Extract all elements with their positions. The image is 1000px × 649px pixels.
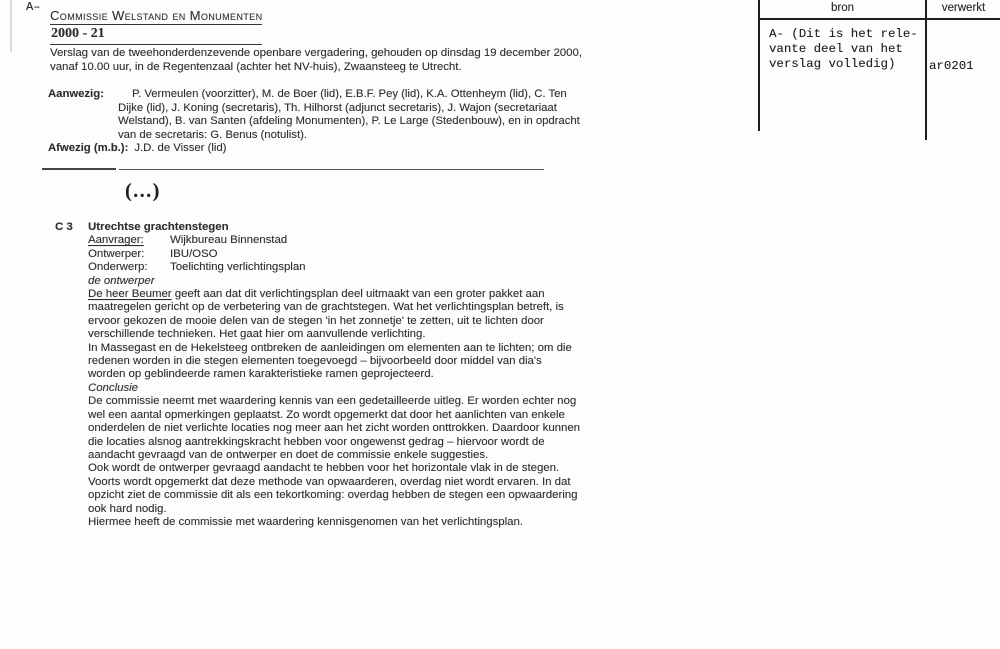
scan-edge-artifact <box>10 0 12 52</box>
document-title: Commissie Welstand en Monumenten <box>50 8 263 23</box>
aanvrager-label: Aanvrager: <box>88 234 144 247</box>
absent-row <box>48 142 582 156</box>
present-label: Aanwezig: <box>48 88 104 100</box>
table-column-divider <box>925 0 927 140</box>
agenda-item-title: Utrechtse grachtenstegen <box>88 221 229 233</box>
field-row-ontwerper <box>88 248 581 261</box>
bron-note-line: verslag volledig) <box>769 57 896 71</box>
onderwerp-label: Onderwerp: <box>88 261 148 274</box>
aanvrager-value: Wijkbureau Binnenstad <box>170 234 288 247</box>
absent-names: J.D. de Visser (lid) <box>134 142 227 155</box>
meeting-intro-paragraph: Verslag van de tweehonderdenzevende openbare vergadering, gehouden op dinsdag 19 december 2000, vanaf 10.00 uur, in de Regentenzaal (achter het NV-huis), Zwaansteeg te Utrecht. <box>50 47 582 73</box>
verwerkt-code: ar0201 <box>929 59 974 73</box>
paragraph-commission-remarks: De commissie neemt met waardering kennis van een gedetailleerde uitleg. Er worden echter nog wel een aantal opmerkingen geplaatst. Zo wordt opgemerkt dat door het aanlichten van enkele onderdelen de niet verlichte locaties nog meer aan het zicht worden onttrokken. Daardoor kunnen die locaties alsnog aantrekkingskracht hebben voor ongewenst gedrag – hiervoor wordt de aandacht gevraagd van de ontwerper en doet de commissie enkele suggesties. <box>88 395 580 461</box>
verwerkt-column-header: verwerkt <box>941 2 986 14</box>
paragraph-closing: Hiermee heeft de commissie met waardering kennisgenomen van het verlichtingsplan. <box>88 515 523 528</box>
paragraph-designer-explanation <box>88 288 581 342</box>
paragraph-designer-text: geeft aan dat dit verlichtingsplan deel uitmaakt van een groter pakket aan maatregelen gericht op de verbetering van de grachtstegen. Wat het verlichtingsplan betreft, is ervoor gekozen de mooie delen van de stegen 'in het zonnetje' te zetten, uit te lichten door verschillende technieken. Het gaat hier om aanvullende verlichting. <box>88 288 564 341</box>
field-row-aanvrager <box>88 234 581 247</box>
paragraph-massegast: In Massegast en de Hekelsteeg ontbreken de aanleidingen om elementen aan te lichten; om die redenen worden in die stegen elementen toegevoegd – bijvoorbeeld door middel van dia's worden op geblindeerde ramen karakteristieke ramen geprojecteerd. <box>88 341 572 381</box>
subheading-conclusie: Conclusie <box>88 381 139 394</box>
omission-mark: (...) <box>125 180 161 202</box>
subheading-de-ontwerper: de ontwerper <box>88 274 155 287</box>
present-names: P. Vermeulen (voorzitter), M. de Boer (lid), E.B.F. Pey (lid), K.A. Ottenheym (lid), C. Ten Dijke (lid), J. Koning (secretaris), Th. Hilhorst (adjunct secretaris), J. Wajon (secretariaat Welstand), B. van Santen (afdeling Monumenten), P. Le Large (Stedenbouw), en in opdracht van de secretaris: G. Benus (notulist). <box>118 88 580 141</box>
agenda-item-body <box>88 221 581 529</box>
ontwerper-value: IBU/OSO <box>170 247 218 260</box>
margin-mark-a: A– <box>26 0 41 14</box>
ontwerper-label: Ontwerper: <box>88 247 145 260</box>
document-number: 2000 - 21 <box>50 25 262 45</box>
present-row <box>48 88 582 142</box>
bron-typewriter-note <box>769 27 918 72</box>
absent-label: Afwezig (m.b.): <box>48 142 129 155</box>
bron-note-line: A- (Dit is het rele- <box>769 27 918 41</box>
section-divider-left <box>42 168 116 170</box>
bron-column-header: bron <box>830 2 855 14</box>
agenda-item-c3 <box>55 221 581 529</box>
attendance-section <box>48 88 582 156</box>
document-header <box>50 8 262 45</box>
table-left-border <box>758 0 760 131</box>
speaker-name: De heer Beumer <box>88 288 172 301</box>
table-header-underline <box>758 18 1000 20</box>
bron-note-line: vante deel van het <box>769 42 903 56</box>
paragraph-horizontal-plane: Ook wordt de ontwerper gevraagd aandacht te hebben voor het horizontale vlak in de stegen. <box>88 462 560 475</box>
agenda-item-number: C 3 <box>55 221 73 233</box>
onderwerp-value: Toelichting verlichtingsplan <box>170 261 306 274</box>
field-row-onderwerp <box>88 261 581 274</box>
section-divider-main <box>119 169 544 171</box>
paragraph-daytime-remark: Voorts wordt opgemerkt dat deze methode van opwaarderen, overdag niet wordt ervaren. In dat opzicht ziet de commissie dit als een tekortkoming: overdag hebben de stegen een opwaardering ook hard nodig. <box>88 475 578 515</box>
